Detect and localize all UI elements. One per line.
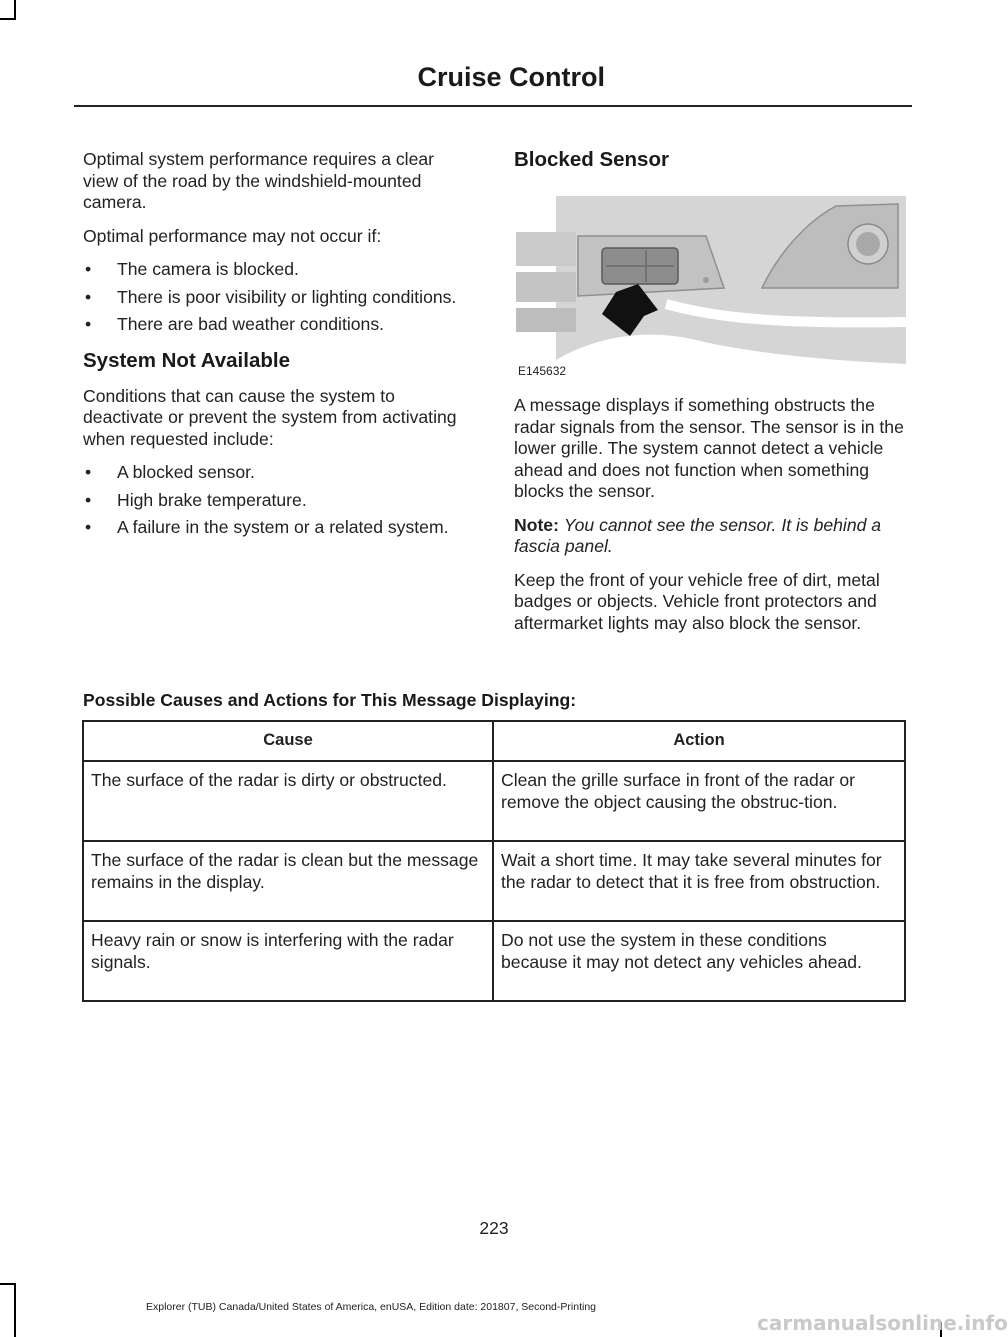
table-heading: Possible Causes and Actions for This Message Displaying: xyxy=(83,690,577,710)
table-row xyxy=(83,841,905,921)
causes-actions-table xyxy=(82,720,906,1002)
list-item: • There are bad weather conditions. xyxy=(83,314,468,336)
list-item: • There is poor visibility or lighting conditions. xyxy=(83,287,468,309)
edition-footer: Explorer (TUB) Canada/United States of America, enUSA, Edition date: 201807, Second-Printing xyxy=(146,1301,596,1313)
section-heading: System Not Available xyxy=(83,348,290,372)
column-header-cause: Cause xyxy=(83,721,493,761)
performance-intro: Optimal performance may not occur if: xyxy=(83,225,382,246)
section-intro: Conditions that can cause the system to deactivate or prevent the system from activating when requested include: xyxy=(83,385,457,449)
watermark: carmanualsonline.info xyxy=(757,1311,1008,1335)
table-row xyxy=(83,921,905,1001)
intro-paragraph: Optimal system performance requires a clear view of the road by the windshield-mounted camera. xyxy=(83,149,435,212)
action-cell: Clean the grille surface in front of the radar or remove the object causing the obstruc-tion. xyxy=(493,761,905,841)
crop-mark xyxy=(0,1283,16,1285)
cause-cell: Heavy rain or snow is interfering with the radar signals. xyxy=(83,921,493,1001)
blocked-sensor-heading: Blocked Sensor xyxy=(514,148,669,171)
column-header-action: Action xyxy=(493,721,905,761)
keep-clear-paragraph: Keep the front of your vehicle free of dirt, metal badges or objects. Vehicle front protectors and aftermarket lights may also block the sensor. xyxy=(514,569,880,633)
right-column xyxy=(514,395,910,646)
page-title: Cruise Control xyxy=(417,62,605,92)
crop-mark xyxy=(14,0,16,18)
header-divider xyxy=(74,105,912,107)
grille-sensor-illustration xyxy=(516,192,906,382)
right-column-heading-wrap xyxy=(514,147,909,185)
performance-list xyxy=(83,259,468,336)
cause-cell: The surface of the radar is dirty or obstructed. xyxy=(83,761,493,841)
table-row xyxy=(83,761,905,841)
list-item: • High brake temperature. xyxy=(83,490,468,512)
crop-mark xyxy=(0,18,16,20)
list-item: • The camera is blocked. xyxy=(83,259,468,281)
cause-cell: The surface of the radar is clean but the message remains in the display. xyxy=(83,841,493,921)
note-text: You cannot see the sensor. It is behind a fascia panel. xyxy=(514,514,882,556)
note xyxy=(514,515,910,558)
blocked-sensor-paragraph: A message displays if something obstructs the radar signals from the sensor. The sensor is in the lower grille. The system cannot detect a vehicle ahead and does not function when something blocks the sensor. xyxy=(514,395,904,501)
section-list xyxy=(83,462,468,539)
page-number: 223 xyxy=(479,1218,509,1238)
note-label: Note: xyxy=(514,514,559,535)
figure-label: E145632 xyxy=(518,364,567,378)
list-item: • A blocked sensor. xyxy=(83,462,468,484)
action-cell: Do not use the system in these conditions because it may not detect any vehicles ahead. xyxy=(493,921,905,1001)
left-column xyxy=(83,149,468,551)
list-item: • A failure in the system or a related system. xyxy=(83,517,468,539)
action-cell: Wait a short time. It may take several minutes for the radar to detect that it is free from obstruction. xyxy=(493,841,905,921)
table-header-row xyxy=(83,721,905,761)
